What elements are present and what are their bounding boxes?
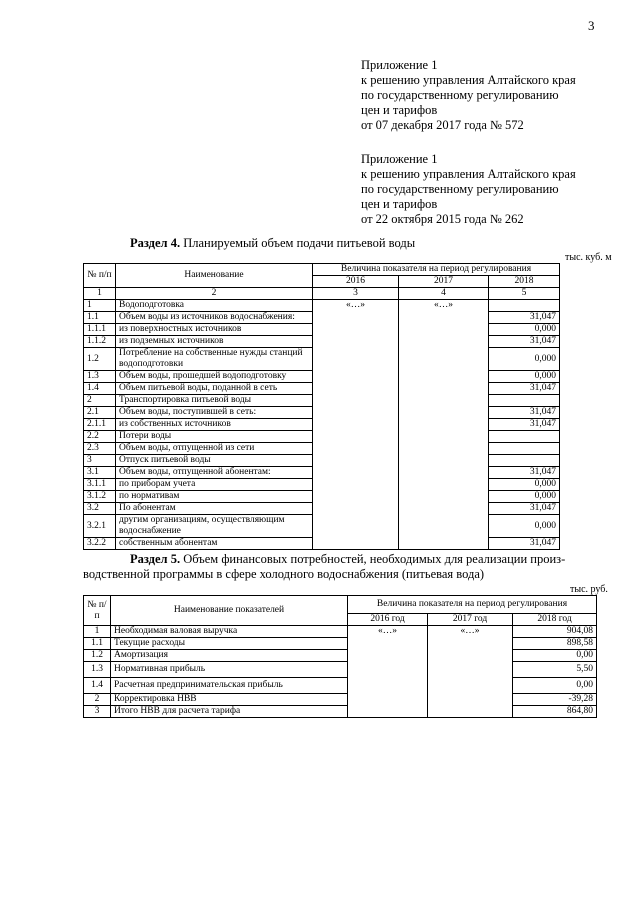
value-2017: «…» <box>399 300 489 312</box>
table-row <box>84 324 560 336</box>
row-name: Объем воды, прошедшей водоподготовку <box>116 371 313 383</box>
row-number: 1.3 <box>84 371 116 383</box>
row-number: 1.1 <box>84 638 111 650</box>
row-number: 1.4 <box>84 383 116 395</box>
value-2016 <box>313 431 399 443</box>
row-name: Объем воды, поступившей в сеть: <box>116 407 313 419</box>
row-number: 2.3 <box>84 443 116 455</box>
col-header-period: Величина показателя на период регулирования <box>313 264 560 276</box>
row-name: собственным абонентам <box>116 538 313 550</box>
value-2016 <box>313 348 399 371</box>
value-2017 <box>399 443 489 455</box>
value-2018: 0,000 <box>489 515 560 538</box>
section4-title <box>130 236 415 251</box>
table-row <box>84 503 560 515</box>
page-number: 3 <box>588 18 595 33</box>
value-2018: 0,000 <box>489 324 560 336</box>
value-2018: 864,80 <box>513 706 597 718</box>
value-2016 <box>313 324 399 336</box>
section4-units: тыс. куб. м <box>565 252 612 263</box>
row-number: 1.1 <box>84 312 116 324</box>
value-2018: -39,28 <box>513 694 597 706</box>
appendix-line: от 07 декабря 2017 года № 572 <box>361 118 524 132</box>
row-number: 3.1.1 <box>84 479 116 491</box>
row-name: Расчетная предпринимательская прибыль <box>111 678 348 694</box>
value-2016 <box>313 383 399 395</box>
value-2017 <box>428 694 513 706</box>
value-2018: 31,047 <box>489 467 560 479</box>
row-number: 3 <box>84 455 116 467</box>
table-row <box>84 348 560 371</box>
table-row <box>84 662 597 678</box>
appendix-line: Приложение 1 <box>361 152 438 166</box>
value-2018: 31,047 <box>489 503 560 515</box>
section4-title-text: Планируемый объем подачи питьевой воды <box>180 236 416 250</box>
row-name: из собственных источников <box>116 419 313 431</box>
row-name: Корректировка НВВ <box>111 694 348 706</box>
row-name: Объем воды, отпущенной из сети <box>116 443 313 455</box>
row-number: 2.1 <box>84 407 116 419</box>
value-2016 <box>348 678 428 694</box>
value-2018: 31,047 <box>489 538 560 550</box>
row-number: 1.2 <box>84 348 116 371</box>
row-name: другим организациям, осуществляющим водоснабжение <box>116 515 313 538</box>
table-row <box>84 336 560 348</box>
value-2017 <box>428 638 513 650</box>
row-number: 1.2 <box>84 650 111 662</box>
row-number: 1.1.2 <box>84 336 116 348</box>
value-2017 <box>428 662 513 678</box>
value-2018: 898,58 <box>513 638 597 650</box>
row-name: Водоподготовка <box>116 300 313 312</box>
appendix-line: по государственному регулированию <box>361 88 559 102</box>
table-row <box>84 706 597 718</box>
value-2016 <box>313 467 399 479</box>
col-header-year: 2017 год <box>428 614 513 626</box>
value-2016 <box>313 538 399 550</box>
value-2016 <box>348 706 428 718</box>
col-header-name: Наименование показателей <box>111 596 348 626</box>
appendix-line: цен и тарифов <box>361 103 438 117</box>
table-row <box>84 479 560 491</box>
row-number: 1 <box>84 626 111 638</box>
row-number: 3.2.1 <box>84 515 116 538</box>
value-2018: 0,000 <box>489 348 560 371</box>
table-row <box>84 431 560 443</box>
value-2016: «…» <box>348 626 428 638</box>
value-2017 <box>399 419 489 431</box>
value-2018: 0,00 <box>513 678 597 694</box>
col-header-year: 2016 <box>313 276 399 288</box>
table-row <box>84 312 560 324</box>
value-2017 <box>399 455 489 467</box>
row-number: 3.1 <box>84 467 116 479</box>
appendix-line: от 22 октября 2015 года № 262 <box>361 212 524 226</box>
row-name: Текущие расходы <box>111 638 348 650</box>
table-row <box>84 383 560 395</box>
value-2018: 31,047 <box>489 407 560 419</box>
value-2016 <box>348 650 428 662</box>
table-row <box>84 443 560 455</box>
row-name: По абонентам <box>116 503 313 515</box>
table-row <box>84 626 597 638</box>
value-2018: 0,000 <box>489 479 560 491</box>
table-row <box>84 650 597 662</box>
row-name: Потребление на собственные нужды станций водоподготовки <box>116 348 313 371</box>
row-name: Нормативная прибыль <box>111 662 348 678</box>
row-name: по нормативам <box>116 491 313 503</box>
section5-title-line2: водственной программы в сфере холодного водоснабжения (питьевая вода) <box>83 567 485 581</box>
value-2018: 31,047 <box>489 336 560 348</box>
row-name: Объем воды из источников водоснабжения: <box>116 312 313 324</box>
row-number: 1 <box>84 300 116 312</box>
col-number: 5 <box>489 288 560 300</box>
table-row <box>84 515 560 538</box>
value-2016 <box>313 407 399 419</box>
col-number: 4 <box>399 288 489 300</box>
value-2016 <box>313 515 399 538</box>
col-header-year: 2017 <box>399 276 489 288</box>
row-name: Амортизация <box>111 650 348 662</box>
value-2018 <box>489 431 560 443</box>
value-2018 <box>489 443 560 455</box>
value-2017 <box>399 538 489 550</box>
table-row <box>84 407 560 419</box>
row-number: 3.2.2 <box>84 538 116 550</box>
table-row <box>84 300 560 312</box>
value-2016 <box>313 443 399 455</box>
value-2017 <box>399 312 489 324</box>
table-row <box>84 371 560 383</box>
row-name: Транспортировка питьевой воды <box>116 395 313 407</box>
value-2017 <box>428 706 513 718</box>
row-number: 3.1.2 <box>84 491 116 503</box>
appendix-line: к решению управления Алтайского края <box>361 167 576 181</box>
value-2017: «…» <box>428 626 513 638</box>
value-2017 <box>399 395 489 407</box>
col-header-name: Наименование <box>116 264 313 288</box>
value-2017 <box>399 336 489 348</box>
value-2017 <box>399 348 489 371</box>
table-row <box>84 455 560 467</box>
value-2018: 0,000 <box>489 491 560 503</box>
value-2017 <box>399 467 489 479</box>
appendix-line: цен и тарифов <box>361 197 438 211</box>
value-2018: 0,000 <box>489 371 560 383</box>
row-number: 1.4 <box>84 678 111 694</box>
table-row <box>84 395 560 407</box>
value-2016 <box>313 419 399 431</box>
appendix-line: по государственному регулированию <box>361 182 559 196</box>
col-header-year: 2018 год <box>513 614 597 626</box>
value-2017 <box>399 479 489 491</box>
value-2016 <box>348 638 428 650</box>
row-name: Итого НВВ для расчета тарифа <box>111 706 348 718</box>
value-2017 <box>399 407 489 419</box>
row-name: Потери воды <box>116 431 313 443</box>
value-2016 <box>313 503 399 515</box>
row-name: Необходимая валовая выручка <box>111 626 348 638</box>
row-name: Объем воды, отпущенной абонентам: <box>116 467 313 479</box>
value-2016 <box>313 455 399 467</box>
row-number: 3 <box>84 706 111 718</box>
value-2018: 5,50 <box>513 662 597 678</box>
value-2018 <box>489 395 560 407</box>
value-2016 <box>313 479 399 491</box>
value-2016 <box>313 395 399 407</box>
row-number: 2.1.1 <box>84 419 116 431</box>
row-name: Объем питьевой воды, поданной в сеть <box>116 383 313 395</box>
value-2017 <box>399 515 489 538</box>
row-number: 2 <box>84 395 116 407</box>
value-2018: 0,00 <box>513 650 597 662</box>
appendix-line: к решению управления Алтайского края <box>361 73 576 87</box>
row-number: 2 <box>84 694 111 706</box>
value-2018 <box>489 455 560 467</box>
value-2016 <box>313 371 399 383</box>
appendix-current <box>361 58 576 133</box>
value-2017 <box>399 503 489 515</box>
section5-title-bold: Раздел 5. <box>130 552 181 566</box>
value-2018 <box>489 300 560 312</box>
col-number: 3 <box>313 288 399 300</box>
table-row <box>84 467 560 479</box>
value-2017 <box>399 371 489 383</box>
value-2017 <box>399 431 489 443</box>
row-number: 2.2 <box>84 431 116 443</box>
row-number: 1.3 <box>84 662 111 678</box>
section4-table <box>83 263 560 550</box>
value-2016 <box>313 491 399 503</box>
col-number: 1 <box>84 288 116 300</box>
value-2018: 904,08 <box>513 626 597 638</box>
section5-title <box>130 552 565 567</box>
section5-table <box>83 595 597 718</box>
value-2017 <box>399 383 489 395</box>
row-name: Отпуск питьевой воды <box>116 455 313 467</box>
value-2016 <box>348 694 428 706</box>
value-2018: 31,047 <box>489 419 560 431</box>
table-row <box>84 678 597 694</box>
appendix-line: Приложение 1 <box>361 58 438 72</box>
col-header-no: № п/п <box>84 264 116 288</box>
table-row <box>84 638 597 650</box>
value-2017 <box>428 678 513 694</box>
value-2017 <box>399 324 489 336</box>
section5-title-text: Объем финансовых потребностей, необходимых для реализации произ- <box>180 552 566 566</box>
section4-title-bold: Раздел 4. <box>130 236 181 250</box>
value-2018: 31,047 <box>489 383 560 395</box>
table-row <box>84 694 597 706</box>
value-2016 <box>348 662 428 678</box>
table-row <box>84 491 560 503</box>
row-number: 1.1.1 <box>84 324 116 336</box>
section5-units: тыс. руб. <box>570 584 608 595</box>
value-2017 <box>428 650 513 662</box>
table-row <box>84 419 560 431</box>
appendix-prior <box>361 152 576 227</box>
value-2016: «…» <box>313 300 399 312</box>
row-name: по приборам учета <box>116 479 313 491</box>
value-2016 <box>313 312 399 324</box>
value-2016 <box>313 336 399 348</box>
col-header-year: 2018 <box>489 276 560 288</box>
col-number: 2 <box>116 288 313 300</box>
col-header-no: № п/п <box>84 596 111 626</box>
row-number: 3.2 <box>84 503 116 515</box>
col-header-year: 2016 год <box>348 614 428 626</box>
col-header-period: Величина показателя на период регулирования <box>348 596 597 614</box>
row-name: из поверхностных источников <box>116 324 313 336</box>
table-row <box>84 538 560 550</box>
value-2018: 31,047 <box>489 312 560 324</box>
value-2017 <box>399 491 489 503</box>
row-name: из подземных источников <box>116 336 313 348</box>
